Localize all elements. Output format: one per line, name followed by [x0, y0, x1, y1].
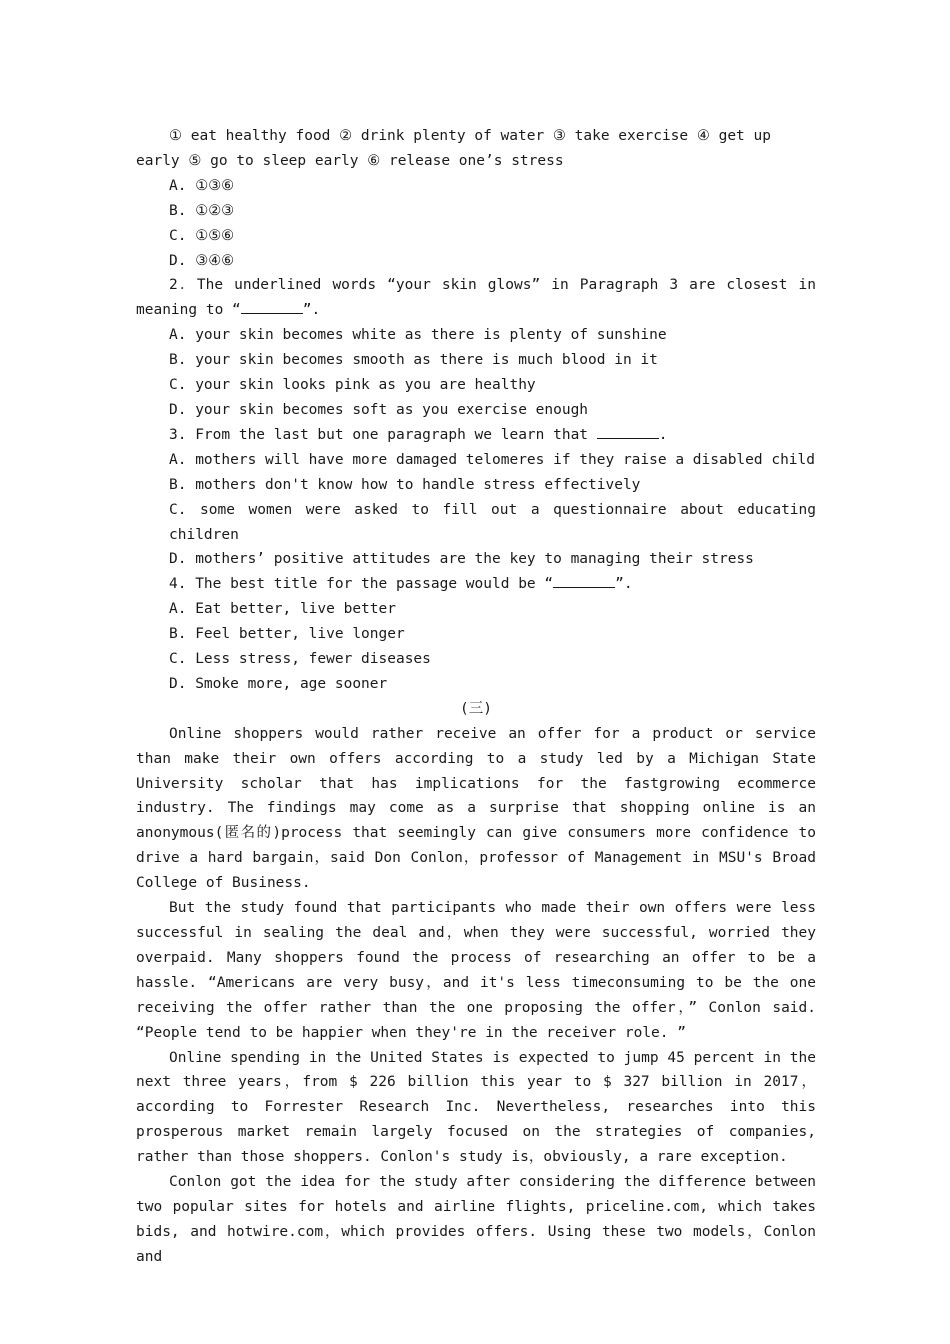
- q3-stem-text: 3. From the last but one paragraph we learn that: [169, 426, 597, 443]
- q1-choice-a: A. ①③⑥: [169, 177, 235, 194]
- section-heading: (三): [460, 700, 492, 717]
- q2-choice-b: B. your skin becomes smooth as there is much blood in it: [169, 352, 658, 369]
- q4-choice-c: C. Less stress, fewer diseases: [169, 651, 431, 668]
- q4-choice-d: D. Smoke more, age sooner: [169, 675, 388, 692]
- options-list-line: early ⑤ go to sleep early ⑥ release one’s stress: [136, 152, 564, 169]
- q3-choice-c: C. some women were asked to fill out a questionnaire about educating children: [169, 501, 816, 543]
- q4-choice-b: B. Feel better, live longer: [169, 626, 405, 643]
- q2-choice-d: D. your skin becomes soft as you exercise enough: [169, 401, 589, 418]
- q3-stem: [136, 423, 816, 448]
- q1-choice-d: D. ③④⑥: [169, 252, 235, 269]
- q3-choice-b: B. mothers don't know how to handle stress effectively: [169, 476, 641, 493]
- passage-paragraph-1: Online shoppers would rather receive an offer for a product or service than make their own offers according to a study led by a Michigan State University scholar that has implications for the fastgrowing ecommerce industry. The findings may come as a surprise that shopping online is an anonymous(匿名的)process that seemingly can give consumers more confidence to drive a hard bargain，said Don Conlon，professor of Management in MSU's Broad College of Business.: [136, 725, 816, 892]
- passage-paragraph-3: Online spending in the United States is expected to jump 45 percent in the next three years，from $ 226 billion this year to $ 327 billion in 2017，according to Forrester Research Inc. Nevertheless, researches into this prosperous market remain largely focused on the strategies of companies, rather than those shoppers. Conlon's study is，obviously, a rare exception.: [136, 1049, 816, 1166]
- q4-stem-end: ”.: [615, 576, 633, 593]
- passage-paragraph-2: But the study found that participants who made their own offers were less successful in sealing the deal and，when they were successful, worried they overpaid. Many shoppers found the process of researching an offer to be a hassle. “Americans are very busy，and it's less timeconsuming to be the one receiving the offer rather than the one proposing the offer，” Conlon said. “People tend to be happier when they're in the receiver role. ”: [136, 900, 816, 1041]
- q1-choice-b: B. ①②③: [169, 202, 235, 219]
- answer-blank: [553, 573, 615, 588]
- q1-choice-c: C. ①⑤⑥: [169, 227, 235, 244]
- q4-choice-a: A. Eat better, live better: [169, 601, 396, 618]
- q3-choice-d: D. mothers’ positive attitudes are the key to managing their stress: [169, 551, 754, 568]
- q4-stem: [136, 572, 816, 597]
- q3-stem-end: .: [658, 426, 668, 443]
- q2-stem-end: ”.: [302, 302, 321, 319]
- q2-choice-a: A. your skin becomes white as there is plenty of sunshine: [169, 327, 667, 344]
- q4-stem-text: 4. The best title for the passage would be “: [169, 576, 554, 593]
- answer-blank: [597, 424, 659, 439]
- q2-stem: [136, 273, 816, 323]
- options-list-line: ① eat healthy food ② drink plenty of water ③ take exercise ④ get up: [169, 128, 771, 144]
- document-page: [136, 124, 816, 1270]
- passage-paragraph-4: Conlon got the idea for the study after considering the difference between two popular sites for hotels and airline flights, priceline.com, which takes bids, and hotwire.com，which provides offers. Using these two models，Conlon and: [136, 1174, 816, 1265]
- q2-stem-text: 2．The underlined words “your skin glows” in Paragraph 3 are closest in meaning to “: [136, 277, 816, 319]
- q3-choice-a: A. mothers will have more damaged telomeres if they raise a disabled child: [169, 451, 816, 468]
- q2-choice-c: C. your skin looks pink as you are healthy: [169, 377, 536, 394]
- answer-blank: [241, 299, 303, 314]
